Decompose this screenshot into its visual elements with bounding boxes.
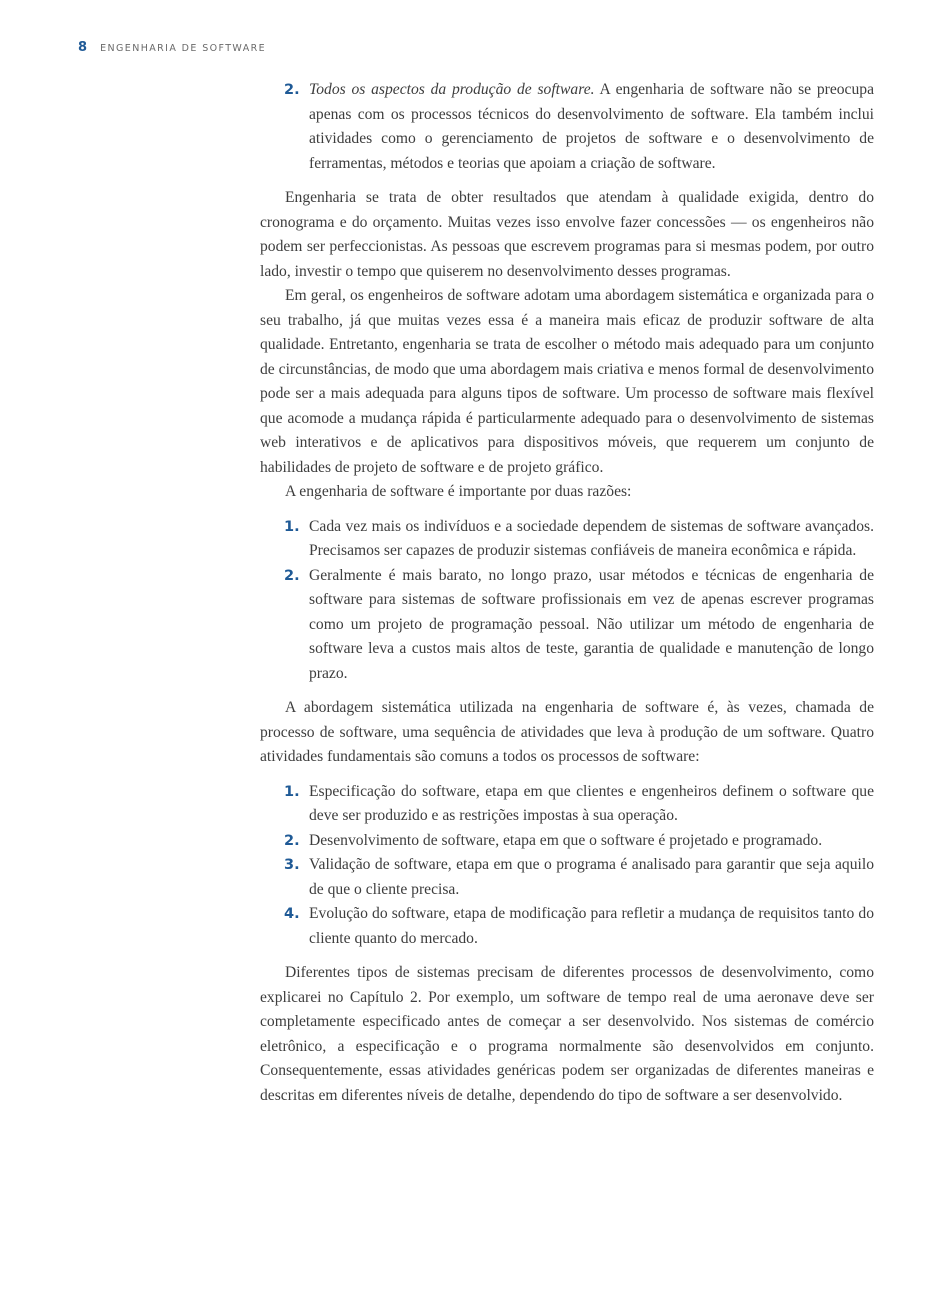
list-item-italic-lead: Todos os aspectos da produção de software. [309, 81, 595, 98]
list-number: 2. [284, 82, 300, 98]
list-number: 2. [284, 567, 300, 584]
list-number: 3. [284, 857, 300, 873]
list-item [284, 564, 874, 687]
list-number: 2. [284, 832, 300, 849]
list-number: 4. [284, 906, 300, 922]
running-head [78, 36, 266, 55]
list-item [284, 853, 874, 902]
list-item [284, 829, 874, 854]
list-item-text: Especificação do software, etapa em que clientes e engenheiros definem o software que deve ser produzido e as restrições impostas à sua operação. [309, 782, 874, 824]
running-title: ENGENHARIA DE SOFTWARE [100, 43, 267, 54]
page-body [260, 78, 874, 1108]
page-number: 8 [78, 40, 88, 55]
paragraph: A engenharia de software é importante por duas razões: [285, 483, 632, 500]
paragraph: Em geral, os engenheiros de software adotam uma abordagem sistemática e organizada para o seu trabalho, já que muitas vezes essa é a maneira mais eficaz de produzir software de alta qualidade. Entretanto, engenharia se trata de escolher o método mais adequado para um conjunto de circunstâncias, de modo que uma abordagem mais criativa e menos formal de desenvolvimento pode ser a mais adequada para alguns tipos de software. Um processo de software mais flexível que acomode a mudança rápida é particularmente adequado para o desenvolvimento de sistemas web interativos e de aplicativos para dispositivos móveis, que requerem um conjunto de habilidades de projeto de software e de projeto gráfico. [260, 287, 874, 476]
list-number: 1. [284, 783, 300, 800]
reasons-list [260, 515, 874, 687]
list-item-text: Geralmente é mais barato, no longo prazo, usar métodos e técnicas de engenharia de software para sistemas de software profissionais em vez de apenas escrever programas como um projeto de programação pessoal. Não utilizar um método de engenharia de software leva a custos mais altos de teste, garantia de qualidade e manutenção de longo prazo. [309, 566, 874, 682]
paragraph: Engenharia se trata de obter resultados que atendam à qualidade exigida, dentro do cronograma e do orçamento. Muitas vezes isso envolve fazer concessões — os engenheiros não podem ser perfeccionistas. As pessoas que escrevem programas para si mesmas podem, por outro lado, investir o tempo que quiserem no desenvolvimento desses programas. [260, 189, 874, 280]
activities-list [260, 780, 874, 952]
list-item-text: Cada vez mais os indivíduos e a sociedade dependem de sistemas de software avançados. Precisamos ser capazes de produzir sistemas confiáveis de maneira econômica e rápida. [309, 517, 874, 559]
list-item [284, 78, 874, 176]
list-item-text: Desenvolvimento de software, etapa em que o software é projetado e programado. [309, 831, 823, 849]
list-item [284, 780, 874, 829]
list-number: 1. [284, 518, 300, 535]
paragraph: A abordagem sistemática utilizada na engenharia de software é, às vezes, chamada de processo de software, uma sequência de atividades que leva à produção de um software. Quatro atividades fundamentais são comuns a todos os processos de software: [260, 699, 874, 765]
list-item [284, 515, 874, 564]
list-item-text: Evolução do software, etapa de modificação para refletir a mudança de requisitos tanto do cliente quanto do mercado. [309, 905, 874, 947]
list-top [260, 78, 874, 176]
list-item [284, 902, 874, 951]
list-item-text: A engenharia de software não se preocupa apenas com os processos técnicos do desenvolvimento de software. Ela também inclui atividades como o gerenciamento de projetos de software e o desenvolvimento de ferramentas, métodos e teorias que apoiam a criação de software. [309, 81, 874, 172]
paragraph: Diferentes tipos de sistemas precisam de diferentes processos de desenvolvimento, como explicarei no Capítulo 2. Por exemplo, um software de tempo real de uma aeronave deve ser completamente especificado antes de começar a ser desenvolvido. Nos sistemas de comércio eletrônico, a especificação e o programa normalmente são desenvolvidos em conjunto. Consequentemente, essas atividades genéricas podem ser organizadas de diferentes maneiras e descritas em diferentes níveis de detalhe, dependendo do tipo de software a ser desenvolvido. [260, 964, 874, 1104]
list-item-text: Validação de software, etapa em que o programa é analisado para garantir que seja aquilo de que o cliente precisa. [309, 856, 874, 898]
